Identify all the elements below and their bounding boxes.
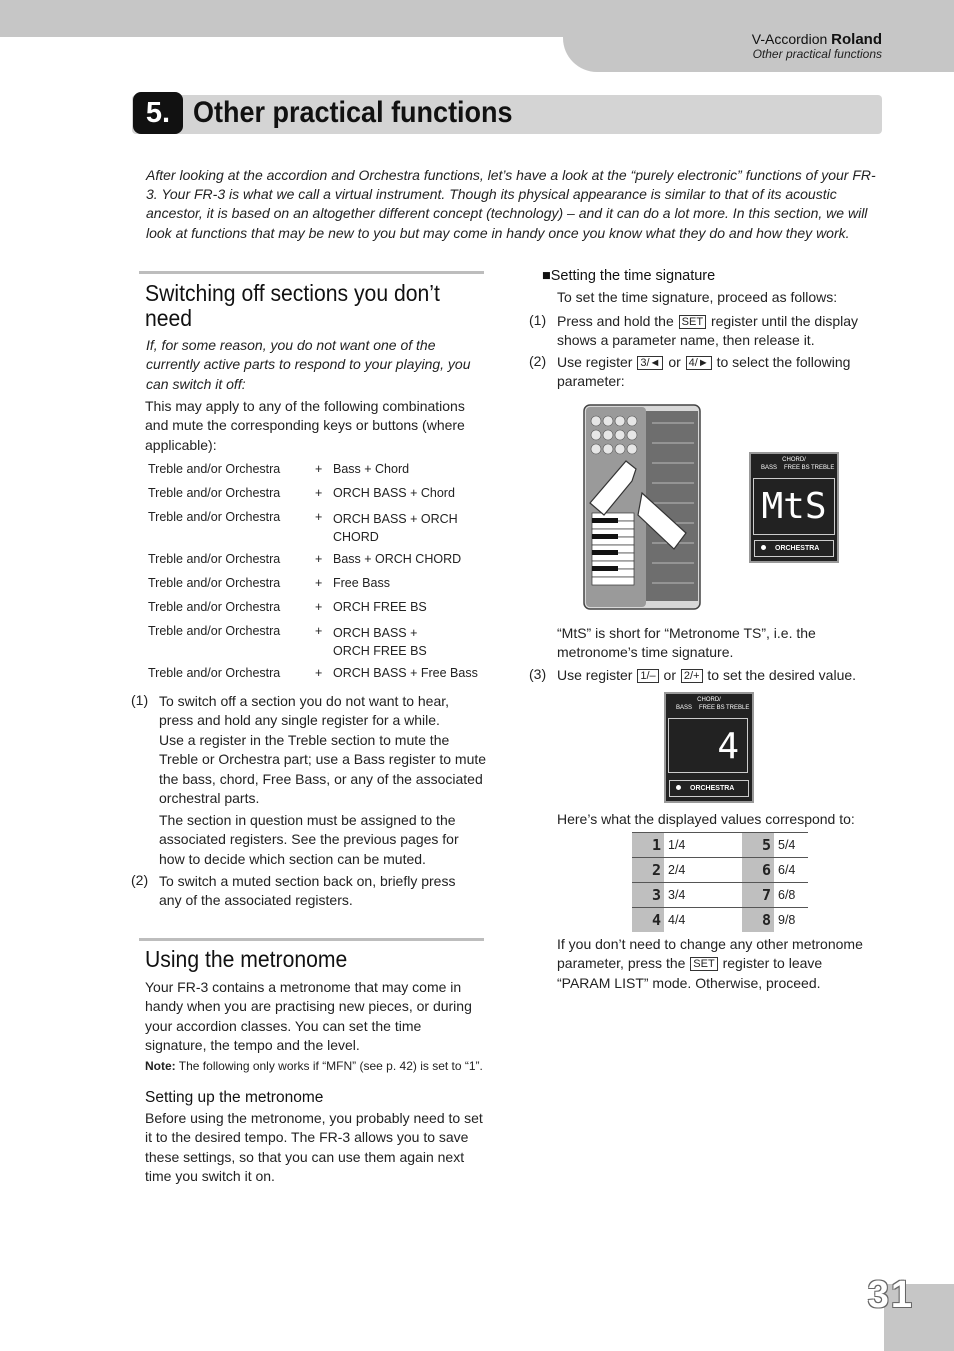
time-value: 4/4 [668, 913, 686, 927]
header-brand: V-Accordion Roland [751, 31, 882, 48]
combo-left: Treble and/or Orchestra [148, 486, 281, 500]
combo-plus: + [315, 600, 323, 614]
display-digit: 8 [742, 908, 774, 933]
step-number: (1) [529, 312, 547, 328]
step-text: Press and hold the SET register until the display shows a parameter name, then release it. [557, 313, 859, 349]
time-value: 2/4 [664, 858, 742, 883]
lcd-label: TREBLE [811, 465, 835, 471]
combo-plus: + [315, 576, 323, 590]
set-key: SET [679, 315, 706, 329]
switching-lead: If, for some reason, you do not want one of the currently active parts to respond to your playing, you can switch it off: [146, 337, 471, 392]
combo-right: Free Bass [333, 576, 390, 590]
step-number: (3) [529, 666, 547, 682]
combo-plus: + [315, 486, 323, 500]
metronome-title: Using the metronome [145, 946, 348, 972]
switching-title: Switching off sections you don’t need [145, 280, 440, 331]
table-row [632, 883, 808, 908]
timesig-intro: To set the time signature, proceed as follows: [557, 289, 838, 305]
timesig-table [632, 832, 808, 932]
combo-right: Bass + ORCH CHORD [333, 552, 462, 566]
register-key: 3/◄ [637, 356, 663, 370]
lcd-display [749, 452, 839, 563]
time-value: 6/4 [774, 858, 808, 883]
table-row [632, 833, 808, 858]
combo-left: Treble and/or Orchestra [148, 600, 281, 614]
combo-right: ORCH FREE BS [333, 600, 427, 614]
table-row [632, 858, 808, 883]
section-rule [139, 271, 484, 274]
display-digit: 1 [632, 833, 664, 858]
combo-plus: + [315, 552, 323, 566]
table-row [632, 908, 808, 933]
step-detail: Use a register in the Treble section to mute the Treble or Orchestra part; use a Bass register to mute the bass, chord, Free Bass, or any of the associated orchestral parts. [159, 732, 487, 806]
lcd-label: BASS [761, 465, 778, 471]
lcd-label: FREE BS [699, 705, 725, 711]
timesig-outro: If you don’t need to change any other metronome parameter, press the SET register to leave “PARAM LIST” mode. Otherwise, proceed. [557, 936, 863, 991]
time-value: 6/8 [774, 883, 808, 908]
lcd-value: MtS [753, 478, 835, 535]
display-digit: 4 [632, 908, 664, 933]
combo-right: ORCH BASS + Chord [333, 486, 455, 500]
step-text: To switch off a section you do not want to hear, press and hold any single register for a while. [159, 693, 450, 729]
step-number: (2) [131, 872, 149, 888]
metronome-para: Your FR-3 contains a metronome that may come in handy when you are practising new pieces, or during your accordion classes. You can set the time signature, the tempo and the level. [145, 979, 472, 1053]
note: Note: The following only works if “MFN” (see p. 42) is set to “1”. [145, 1059, 483, 1073]
combo-plus: + [315, 462, 323, 476]
setup-title: Setting up the metronome [145, 1089, 324, 1106]
combo-left: Treble and/or Orchestra [148, 462, 281, 476]
intro-paragraph: After looking at the accordion and Orchestra functions, let’s have a look at the “purely electronic” functions of your FR-3. Your FR-3 is what we call a virtual instrument. Though its physical appearance is similar to that of its acoustic ancestor, it is based on an altogether different concept (technology) – and it can do a lot more. In this section, we will look at functions that may be new to you but may come in handy once you know what they do and how they work. [146, 167, 876, 241]
lcd-label: FREE BS [784, 465, 810, 471]
mts-note: “MtS” is short for “Metronome TS”, i.e. the metronome’s time signature. [557, 625, 816, 661]
timesig-heading: ■Setting the time signature [542, 268, 716, 284]
combo-left: Treble and/or Orchestra [148, 552, 281, 566]
lcd-label: CHORD/ [782, 457, 806, 463]
combo-plus: + [315, 624, 323, 638]
chapter-number: 5. [133, 92, 183, 134]
section-rule [139, 938, 484, 941]
header-section: Other practical functions [752, 47, 882, 61]
step-detail: The section in question must be assigned to the associated registers. See the previous pages for how to decide which section can be muted. [159, 812, 459, 867]
step-number: (2) [529, 353, 547, 369]
register-key: 2/+ [681, 669, 703, 683]
time-value: 9/8 [778, 913, 796, 927]
combo-right: ORCH BASS + ORCH CHORD [333, 512, 458, 544]
time-value: 5/4 [774, 833, 808, 858]
combo-right: Bass + Chord [333, 462, 410, 476]
combo-plus: + [315, 510, 323, 524]
step-text: Use register 1/– or 2/+ to set the desired value. [557, 667, 857, 683]
switching-para: This may apply to any of the following combinations and mute the corresponding keys or buttons (where applicable): [145, 398, 465, 453]
combo-left: Treble and/or Orchestra [148, 510, 281, 524]
setup-para: Before using the metronome, you probably need to set it to the desired tempo. The FR-3 allows you to save these settings, so that you can use them again next time you switch it on. [145, 1110, 483, 1184]
lcd-value: 4 [668, 718, 748, 773]
lcd-display [664, 692, 754, 803]
orchestra-indicator: ORCHESTRA [669, 780, 749, 797]
lcd-label: TREBLE [726, 705, 750, 711]
display-digit: 7 [742, 883, 774, 908]
display-digit: 6 [742, 858, 774, 883]
page-number: 31 [867, 1274, 914, 1316]
time-value: 3/4 [664, 883, 742, 908]
display-digit: 2 [632, 858, 664, 883]
time-value: 1/4 [664, 833, 742, 858]
accordion-illustration [582, 403, 706, 611]
values-intro: Here’s what the displayed values correspond to: [557, 811, 855, 827]
orchestra-indicator: ORCHESTRA [754, 540, 834, 557]
display-digit: 5 [742, 833, 774, 858]
register-key: 1/– [637, 669, 658, 683]
set-key: SET [690, 957, 717, 971]
lcd-label: CHORD/ [697, 697, 721, 703]
combo-left: Treble and/or Orchestra [148, 666, 281, 680]
combo-right: ORCH BASS + ORCH FREE BS [333, 626, 427, 658]
combo-plus: + [315, 666, 323, 680]
display-digit: 3 [632, 883, 664, 908]
step-text: To switch a muted section back on, briefly press any of the associated registers. [159, 873, 456, 909]
lcd-label: BASS [676, 705, 693, 711]
step-text: Use register 3/◄ or 4/► to select the following parameter: [557, 354, 851, 390]
chapter-title: Other practical functions [193, 96, 513, 129]
combo-left: Treble and/or Orchestra [148, 576, 281, 590]
register-key: 4/► [686, 356, 712, 370]
combo-left: Treble and/or Orchestra [148, 624, 281, 638]
step-number: (1) [131, 692, 149, 708]
combo-right: ORCH BASS + Free Bass [333, 666, 478, 680]
